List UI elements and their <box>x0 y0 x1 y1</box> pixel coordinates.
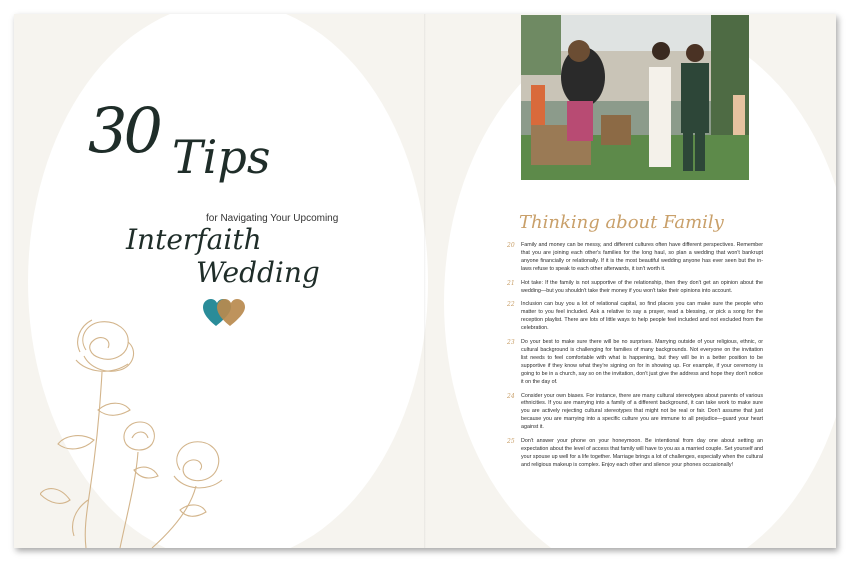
tip-text: Family and money can be messy, and different cultures often have different perspectives. Remember that you are joining each other's families for the long haul, so plan a wedding that won't bankrupt anyone financially or relationally. If it is the most beautiful wedding anyone has ever seen but the in-laws refuse to speak to each other afterwards, it isn't worth it. <box>521 242 763 272</box>
title-line-wedding: Wedding <box>196 256 320 289</box>
list-item <box>507 280 763 296</box>
tip-text: Don't answer your phone on your honeymoon. Be intentional from day one about setting an expectation about the level of access that family will have to you as a married couple. Set yourself and your spouse up well for a life together. Marriage brings a lot of challenges, especially when the cultural and religious makeup is complex. Enjoy each other and silence your phones occasionally! <box>521 438 763 468</box>
wedding-photo <box>521 15 749 180</box>
tip-number: 21 <box>507 279 515 287</box>
title-line-interfaith: Interfaith <box>126 223 262 256</box>
magazine-spread <box>14 14 836 548</box>
tip-text: Do your best to make sure there will be no surprises. Marrying outside of your religious, ethnic, or cultural background is challenging for families of many backgrounds. Not everyone on the invitation list needs to feel comfortable with what is happening, but they will be in a better position to be supportive if they know what they're signing on for in showing up. For example, if your ceremony is going to be in a church, say so on the invitation, don't just give the address and hope they don't notice it on the day of. <box>521 339 763 385</box>
tip-text: Inclusion can buy you a lot of relational capital, so find places you can make sure the people who matter to you feel included. Ask a relative to say a prayer, read a blessing, or pick a song for the reception playlist. There are lots of little ways to help people feel included and not excluded from the celebration. <box>521 301 763 332</box>
tip-number: 22 <box>507 301 515 309</box>
page-gutter <box>424 14 426 548</box>
list-item <box>507 301 763 333</box>
section-heading: Thinking about Family <box>519 212 724 233</box>
title-number: 30 <box>88 94 159 167</box>
list-item <box>507 242 763 274</box>
title-word: Tips <box>172 130 271 184</box>
title-subtitle: for Navigating Your Upcoming <box>206 213 339 224</box>
tip-text: Consider your own biases. For instance, there are many cultural stereotypes about parents of various ethnicities. If you are marrying into a family of a different background, it can take work to make sure you are actively rejecting cultural stereotypes that might not be real or fair. Don't assume that just because you are marrying into a specific culture you are immune to all prejudice—guard your heart against it. <box>521 392 763 431</box>
tips-list <box>507 242 763 476</box>
list-item <box>507 438 763 470</box>
tip-number: 20 <box>507 242 515 249</box>
tip-number: 25 <box>507 438 515 446</box>
rose-line-illustration <box>40 310 240 548</box>
tip-number: 23 <box>507 339 515 347</box>
tip-number: 24 <box>507 392 515 400</box>
tip-text: Hot take: If the family is not supportive of the relationship, then they don't get an opinion about the wedding—but you shouldn't take their money if you won't take their opinions into account. <box>521 279 763 294</box>
list-item <box>507 393 763 433</box>
list-item <box>507 339 763 386</box>
